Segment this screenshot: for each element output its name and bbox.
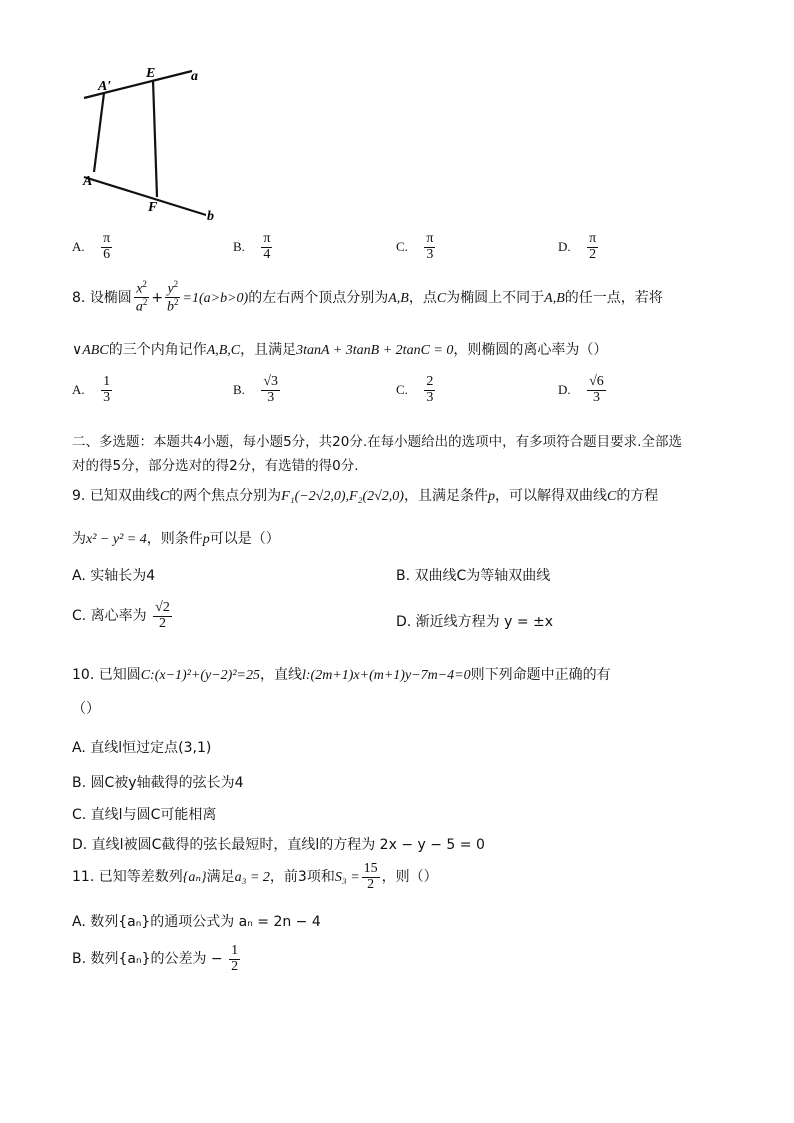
ellipse-condition: =1(a>b>0) (182, 290, 249, 306)
sequence-an: {aₙ} (182, 870, 207, 886)
foci: F₁(−2√2,0),F₂(2√2,0) (281, 489, 404, 504)
q11-text: 11. 已知等差数列 (72, 869, 183, 886)
fraction-num: √3 (263, 374, 279, 389)
q9-text: ，可以解得双曲线 (494, 488, 607, 504)
segment-ef (153, 80, 157, 197)
fraction-num: 1 (103, 374, 111, 389)
option-letter: B. (233, 382, 245, 398)
fraction-num: √2 (155, 600, 170, 615)
s3-label: S₃ = (334, 870, 360, 886)
q10-text: 则下列命题中正确的有 (470, 667, 611, 683)
q7-option-a[interactable] (72, 232, 114, 262)
fraction-num: 1 (231, 943, 239, 958)
math-p: p (202, 532, 210, 547)
q7-option-b[interactable] (233, 232, 274, 262)
option-letter: A. (72, 239, 85, 255)
q10-line2: （） (72, 701, 100, 717)
q11-text: 满足 (206, 869, 235, 886)
math-angles: A,B,C (206, 343, 241, 358)
fraction-den: 3 (426, 246, 434, 262)
q9-text: 为 (72, 531, 86, 547)
q8-option-a[interactable] (72, 375, 114, 405)
fraction-num: 2 (426, 374, 434, 389)
q8-text: 为椭圆上不同于 (446, 289, 545, 306)
math-c: C (159, 489, 170, 504)
fraction-den: 2 (158, 615, 166, 631)
label-line-a: a (191, 69, 198, 84)
q10-option-d[interactable]: D. 直线l被圆C截得的弦长最短时，直线l的方程为 2x − y − 5 = 0 (72, 837, 485, 853)
label-e: E (146, 66, 156, 81)
label-a-prime: A′ (98, 79, 112, 94)
q8-text: 的三个内角记作 (108, 342, 207, 358)
fraction-den: 4 (263, 246, 271, 262)
option-letter: A. (72, 382, 85, 398)
fraction-num: π (263, 231, 271, 246)
fraction-num: π (426, 231, 434, 246)
q9-option-c-text: C. 离心率为 (72, 608, 147, 625)
q9-text: ，且满足条件 (403, 488, 488, 504)
q8-text: ，则椭圆的离心率为（） (453, 342, 608, 358)
q11-text: ，前3项和 (269, 869, 335, 886)
q8-line1: 8. 设椭圆 $\frac{x^2}{a^2}$ + $\frac{y^2}{b^2}$ =1(a>b>0)的左右两个顶点分别为A,B，点C为椭圆上不同于A,B的任一点，若将 (72, 279, 663, 315)
section2-line2: 对的得5分，部分选对的得2分，有选错的得0分. (72, 458, 359, 474)
q8-text: ，且满足 (240, 342, 297, 358)
q8-text: 的左右两个顶点分别为 (248, 289, 389, 306)
fraction-den: 2 (231, 958, 239, 974)
q10-option-c[interactable]: C. 直线l与圆C可能相离 (72, 807, 217, 823)
fraction-x2-a2: $\frac{x^2}{a^2}$ (135, 279, 148, 315)
q11-text: ，则（） (381, 869, 438, 886)
math-ab: A,B (544, 290, 565, 306)
q9-option-a[interactable]: A. 实轴长为4 (72, 568, 156, 584)
math-ab: A,B (388, 290, 409, 306)
q10-text: ，直线 (259, 667, 302, 683)
fraction-num: π (589, 231, 597, 246)
line-b (84, 177, 206, 215)
fraction-den: 3 (103, 389, 111, 405)
option-letter: D. (558, 239, 571, 255)
geometry-figure (70, 60, 230, 230)
circle-equation: C:(x−1)²+(y−2)²=25 (140, 668, 260, 683)
option-letter: C. (396, 382, 408, 398)
q8-text: ，点 (408, 289, 437, 306)
q9-line2 (72, 528, 280, 548)
fraction-num: √6 (589, 374, 604, 389)
q9-text: 可以是（） (209, 531, 280, 547)
section2-line1: 二、多选题：本题共4小题，每小题5分，共20分.在每小题给出的选项中，有多项符合题目要求.全部选 (72, 434, 682, 450)
q8-line2 (72, 339, 607, 359)
q8-option-c[interactable] (396, 375, 437, 405)
segment-aa-prime (94, 93, 104, 172)
option-letter: C. (396, 239, 408, 255)
q9-text: 的方程 (616, 488, 659, 504)
math-c: C (606, 489, 617, 504)
q9-text: 的两个焦点分别为 (169, 488, 282, 504)
q7-option-d[interactable] (558, 232, 600, 262)
q10-text: 10. 已知圆 (72, 667, 141, 683)
q9-number: 9. (72, 488, 86, 504)
label-line-b: b (207, 209, 214, 224)
a3-condition: a₃ = 2 (234, 870, 270, 886)
fraction-num: π (103, 231, 111, 246)
q10-option-a[interactable]: A. 直线l恒过定点(3,1) (72, 740, 212, 756)
fraction-den: 2 (367, 876, 375, 892)
q11-option-b[interactable] (72, 944, 242, 974)
q9-text: 已知双曲线 (89, 488, 160, 504)
q8-text: 设椭圆 (89, 289, 132, 306)
fraction-den: 3 (426, 389, 434, 405)
fraction-den: 3 (592, 389, 600, 405)
fraction-den: 3 (267, 389, 275, 405)
math-c: C (436, 290, 447, 306)
q11-option-b-text: B. 数列{aₙ}的公差为 − (72, 951, 223, 968)
line-equation: l:(2m+1)x+(m+1)y−7m−4=0 (301, 668, 471, 683)
fraction-den: 2 (589, 246, 597, 262)
q11-option-a[interactable]: A. 数列{aₙ}的通项公式为 aₙ = 2n − 4 (72, 914, 321, 930)
label-a: A (83, 174, 93, 189)
q9-text: ，则条件 (146, 531, 203, 547)
q8-number: 8. (72, 289, 86, 306)
q9-option-d[interactable]: D. 渐近线方程为 y = ±x (396, 614, 554, 630)
q9-line1 (72, 485, 658, 505)
triangle-abc: ∨ABC (72, 343, 109, 358)
tan-equation: 3tanA + 3tanB + 2tanC = 0 (296, 343, 454, 358)
q8-option-d[interactable] (558, 375, 608, 405)
q10-line1 (72, 664, 611, 684)
fraction-y2-b2: $\frac{y^2}{b^2}$ (167, 279, 179, 315)
fraction-num: 15 (363, 861, 378, 876)
option-letter: D. (558, 382, 571, 398)
q8-option-b[interactable] (233, 375, 282, 405)
q10-option-b[interactable]: B. 圆C被y轴截得的弦长为4 (72, 775, 244, 791)
q9-option-c[interactable] (72, 601, 174, 631)
math-p: p (487, 489, 495, 504)
option-letter: B. (233, 239, 245, 255)
q8-text: 的任一点，若将 (564, 289, 663, 306)
q9-option-b[interactable]: B. 双曲线C为等轴双曲线 (396, 568, 551, 584)
fraction-den: 6 (103, 246, 111, 262)
q7-option-c[interactable] (396, 232, 437, 262)
q11-line1 (72, 862, 438, 892)
label-f: F (148, 200, 158, 215)
hyperbola-equation: x² − y² = 4 (86, 532, 147, 547)
